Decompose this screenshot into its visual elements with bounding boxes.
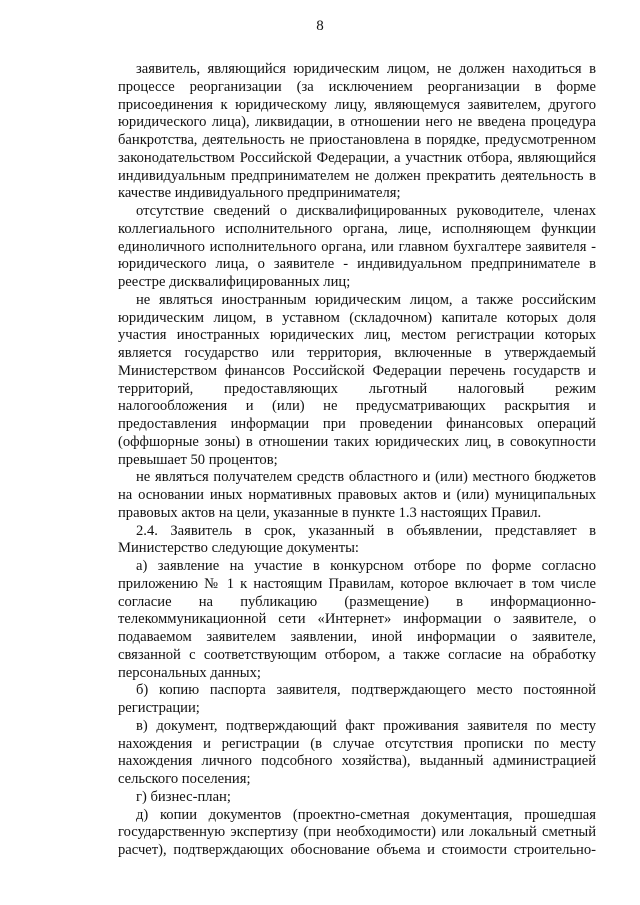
list-item-d-documents-copies: д) копии документов (проектно-сметная документация, прошедшая государственную экспертизу (при необходимости) или локальный сметный расчет), подтверждающих обоснование объема и стоимости строительно- (118, 806, 596, 858)
paragraph-foreign-entity: не являться иностранным юридическим лицом, а также российским юридическим лицом, в уставном (складочном) капитале которых доля участия иностранных юридических лиц, местом регистрации которых является государство или территория, включенные в утверждаемый Министерством финансов Российской Федерации перечень государств и территорий, предоставляющих льготный налоговый режим налогообложения и (или) не предусматривающих раскрытия и предоставления информации при проведении финансовых операций (оффшорные зоны) в отношении таких юридических лиц, в совокупности превышает 50 процентов; (118, 291, 596, 468)
page-number: 8 (316, 18, 324, 34)
list-item-a-application: а) заявление на участие в конкурсном отборе по форме согласно приложению № 1 к настоящим Правилам, которое включает в том числе согласие на публикацию (размещение) в информационно-телекоммуникационной сети «Интернет» информации о заявителе, о подаваемом заявителем заявлении, иной информации о заявителе, связанной с соответствующим отбором, а также согласие на обработку персональных данных; (118, 558, 596, 681)
list-item-v-residence-document: в) документ, подтверждающий факт проживания заявителя по месту нахождения и регистрации (в случае отсутствия прописки по месту нахождения личного подсобного хозяйства), выданный администрацией сельского поселения; (118, 717, 596, 787)
paragraph-disqualified-persons: отсутствие сведений о дисквалифицированных руководителе, членах коллегиального исполнительного органа, лице, исполняющем функции единоличного исполнительного органа, или главном бухгалтере заявителя - юридического лица, о заявителе - индивидуальном предпринимателе в реестре дисквалифицированных лиц; (118, 203, 596, 290)
list-item-b-passport: б) копию паспорта заявителя, подтверждающего место постоянной регистрации; (118, 682, 596, 716)
paragraph-budget-recipient: не являться получателем средств областного и (или) местного бюджетов на основании иных нормативных правовых актов и (или) муниципальных правовых актов на цели, указанные в пункте 1.3 настоящих Правил. (118, 469, 596, 521)
list-item-g-business-plan: г) бизнес-план; (136, 788, 231, 805)
paragraph-legal-entity-status: заявитель, являющийся юридическим лицом, не должен находиться в процессе реорганизации (за исключением реорганизации в форме присоединения к юридическому лицу, являющемуся заявителем, другого юридического лица), ликвидации, в отношении него не введена процедура банкротства, деятельность не приостановлена в порядке, предусмотренном законодательством Российской Федерации, а участник отбора, являющийся индивидуальным предпринимателем не должен прекратить деятельность в качестве индивидуального предпринимателя; (118, 61, 596, 202)
paragraph-2-4-documents: 2.4. Заявитель в срок, указанный в объявлении, представляет в Министерство следующие документы: (118, 522, 596, 557)
document-body (118, 61, 596, 860)
